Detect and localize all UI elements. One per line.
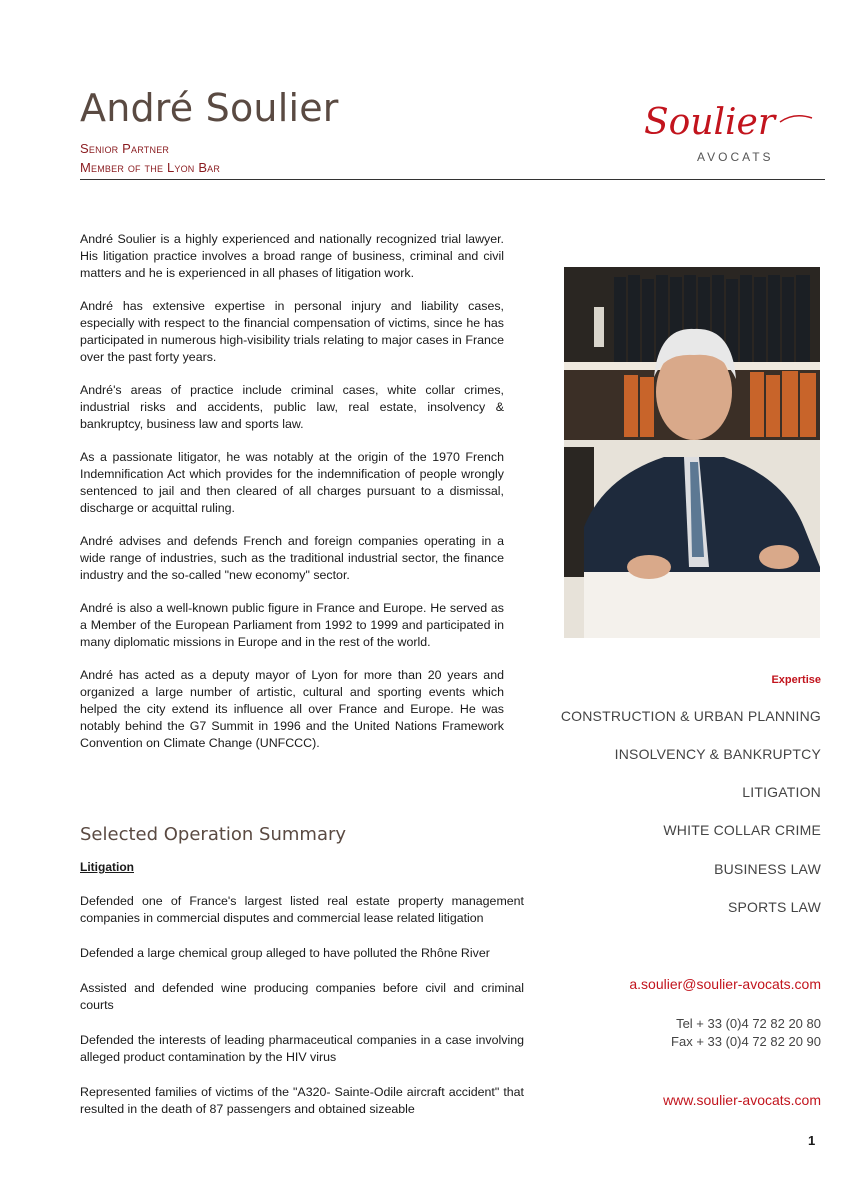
operation-item: Defended the interests of leading pharmaceutical companies in a case involving alleged product contamination by the HIV virus bbox=[80, 1033, 524, 1064]
logo-script-text: Soulier bbox=[644, 102, 776, 143]
bar-membership: Member of the Lyon Bar bbox=[80, 160, 221, 175]
biography bbox=[80, 231, 504, 768]
fax: Fax + 33 (0)4 72 82 20 90 bbox=[671, 1034, 821, 1049]
bio-paragraph: André advises and defends French and foreign companies operating in a wide range of industries, such as the traditional industrial sector, the finance industry and the so-called "new economy" sector. bbox=[80, 534, 504, 582]
operations-heading: Selected Operation Summary bbox=[80, 824, 347, 845]
operation-item: Assisted and defended wine producing companies before civil and criminal courts bbox=[80, 981, 524, 1012]
telephone: Tel + 33 (0)4 72 82 20 80 bbox=[676, 1016, 821, 1031]
logo-subtitle: AVOCATS bbox=[697, 150, 774, 164]
portrait-photo bbox=[564, 267, 820, 638]
operation-item: Represented families of victims of the "A320- Sainte-Odile aircraft accident" that resulted in the death of 87 passengers and obtained sizeable bbox=[80, 1085, 524, 1116]
email-link[interactable]: a.soulier@soulier-avocats.com bbox=[629, 976, 821, 992]
expertise-item: INSOLVENCY & BANKRUPTCY bbox=[614, 746, 821, 762]
operation-item: Defended one of France's largest listed real estate property management companies in commercial disputes and commercial lease related litigation bbox=[80, 894, 524, 925]
operation-item: Defended a large chemical group alleged to have polluted the Rhône River bbox=[80, 946, 490, 960]
expertise-item: LITIGATION bbox=[742, 784, 821, 800]
header-rule bbox=[80, 179, 825, 180]
expertise-item: BUSINESS LAW bbox=[714, 861, 821, 877]
role-title: Senior Partner bbox=[80, 141, 170, 156]
website-link[interactable]: www.soulier-avocats.com bbox=[663, 1092, 821, 1108]
bio-paragraph: André has acted as a deputy mayor of Lyon for more than 20 years and organized a large number of artistic, cultural and sporting events which helped the city extend its influence all over France and Europe. He was notably behind the G7 Summit in 1996 and the United Nations Framework Convention on Climate Change (UNFCCC). bbox=[80, 668, 504, 750]
expertise-heading: Expertise bbox=[771, 674, 821, 686]
expertise-item: SPORTS LAW bbox=[727, 899, 821, 915]
bio-paragraph: André is also a well-known public figure in France and Europe. He served as a Member of the European Parliament from 1992 to 1999 and participated in many diplomatic missions in Europe and in the rest of the world. bbox=[80, 601, 504, 649]
bio-paragraph: As a passionate litigator, he was notably at the origin of the 1970 French Indemnification Act which provides for the indemnification of people wrongly sentenced to jail and then cleared of all charges pursuant to a dismissal, discharge or acquittal ruling. bbox=[80, 450, 504, 515]
bio-paragraph: André Soulier is a highly experienced and nationally recognized trial lawyer. His litigation practice involves a broad range of business, criminal and civil matters and he is experienced in all phases of litigation work. bbox=[80, 232, 504, 280]
expertise-item: CONSTRUCTION & URBAN PLANNING bbox=[560, 708, 821, 724]
operations-list bbox=[80, 893, 524, 1136]
page-number: 1 bbox=[808, 1133, 816, 1148]
bio-paragraph: André's areas of practice include criminal cases, white collar crimes, industrial risks and accidents, public law, real estate, insolvency & bankruptcy, business law and sports law. bbox=[80, 383, 504, 431]
person-name: André Soulier bbox=[80, 86, 339, 130]
expertise-item: WHITE COLLAR CRIME bbox=[663, 822, 821, 838]
bio-paragraph: André has extensive expertise in personal injury and liability cases, especially with respect to the financial compensation of victims, since he has participated in numerous high-visibility trials relating to major cases in France over the past forty years. bbox=[80, 299, 504, 364]
litigation-subheading: Litigation bbox=[80, 860, 134, 874]
